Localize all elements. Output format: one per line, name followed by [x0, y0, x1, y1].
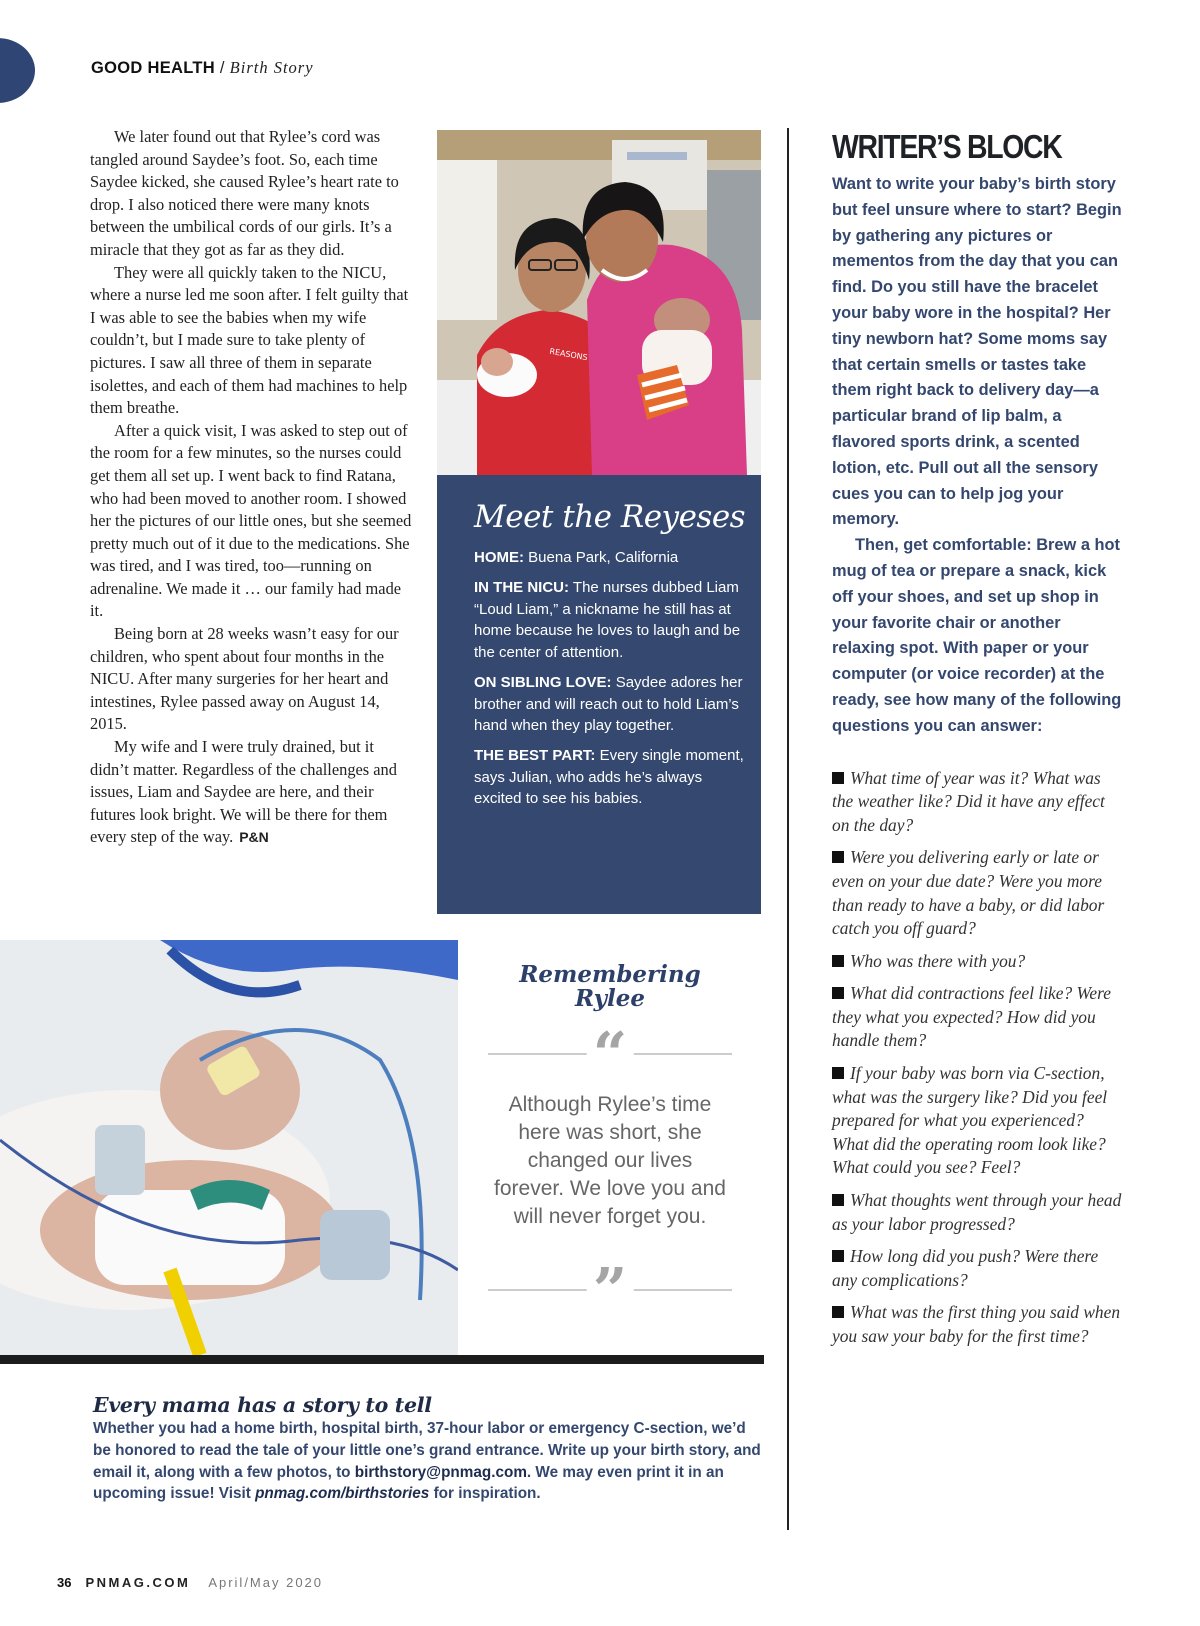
meet-the-family-box [437, 475, 761, 914]
square-bullet-icon [832, 1250, 844, 1262]
story-paragraph: They were all quickly taken to the NICU, where a nurse led me soon after. I felt guilty that I was able to see the babies when my wife couldn’t, but I made sure to take plenty of pictures. I saw all three of them in separate isolettes, and each of them had machines to help them breathe. [90, 262, 409, 418]
writers-block-title: WRITER’S BLOCK [832, 128, 1062, 165]
submit-story-callout [93, 1393, 761, 1505]
subsection-name: Birth Story [229, 58, 314, 77]
question-item: If your baby was born via C-section, what was the surgery like? Did you feel prepared for what you experienced? What did the operating room look like? What could you see? Feel? [832, 1063, 1108, 1178]
writers-block-body [832, 172, 1122, 740]
meet-entry-best-part: THE BEST PART: Every single moment, says Julian, who adds he’s always excited to see his babies. [474, 747, 744, 808]
column-divider [787, 128, 789, 1530]
question-item: Were you delivering early or late or even on your due date? Were you more than ready to have a baby, or did labor catch you off guard? [832, 847, 1105, 939]
square-bullet-icon [832, 987, 844, 999]
footer-issue: April/May 2020 [208, 1575, 324, 1590]
square-bullet-icon [832, 1067, 844, 1079]
meet-title: Meet the Reyeses [474, 499, 746, 535]
question-item: How long did you push? Were there any complications? [832, 1246, 1099, 1290]
section-name: GOOD HEALTH [91, 59, 215, 77]
open-quote-icon: “ [587, 1035, 634, 1075]
remembering-title: Remembering Rylee [519, 961, 701, 1012]
meet-entry-home: HOME: Buena Park, California [474, 549, 679, 566]
meet-entry-nicu: IN THE NICU: The nurses dubbed Liam “Loud Liam,” a nickname he still has at home because he loves to laugh and be the center of attention. [474, 579, 741, 661]
square-bullet-icon [832, 955, 844, 967]
section-header [91, 58, 314, 78]
nicu-baby-photo [0, 940, 458, 1355]
pullquote-rule-bottom [488, 1256, 732, 1326]
footer-site: PNMAG.COM [85, 1575, 191, 1590]
question-item: What thoughts went through your head as your labor progressed? [832, 1190, 1122, 1234]
page-number: 36 [57, 1575, 72, 1590]
callout-body: Whether you had a home birth, hospital birth, 37-hour labor or emergency C-section, we’d be honored to read the tale of your little one’s grand entrance. Write up your birth story, and email it, along with a few photos, to birthstory@pnmag.com. We may even print it in an upcoming issue! Visit pnmag.com/birthstories for inspiration. [93, 1420, 761, 1503]
question-item: Who was there with you? [832, 950, 1122, 974]
section-tab-dot [0, 38, 35, 103]
square-bullet-icon [832, 851, 844, 863]
close-quote-icon: ” [587, 1271, 634, 1311]
section-separator: / [215, 59, 230, 77]
story-paragraph: Being born at 28 weeks wasn’t easy for our children, who spent about four months in the NICU. After many surgeries for her heart and intestines, Rylee passed away on August 14, 2015. [90, 624, 399, 734]
question-item: What was the first thing you said when you saw your baby for the first time? [832, 1302, 1121, 1346]
square-bullet-icon [832, 772, 844, 784]
square-bullet-icon [832, 1194, 844, 1206]
pullquote-rule-top [488, 1020, 732, 1090]
birthstories-link[interactable]: pnmag.com/birthstories [255, 1485, 430, 1503]
meet-entry-sibling: ON SIBLING LOVE: Saydee adores her brother and will reach out to hold Liam’s hand when they play together. [474, 673, 743, 735]
email-link[interactable]: birthstory@pnmag.com [354, 1463, 527, 1481]
family-photo [437, 130, 761, 475]
birth-story-text [90, 126, 412, 849]
pullquote-text: Although Rylee’s time here was short, she changed our lives forever. We love you and will never forget you. [494, 1093, 726, 1228]
signoff-mark: P&N [239, 829, 269, 846]
nicu-photo-illustration [0, 940, 458, 1355]
writers-block-intro-2: Then, get comfortable: Brew a hot mug of tea or prepare a snack, kick off your shoes, and set up shop in your favorite chair or another relaxing spot. With paper or your computer (or voice recorder) at the ready, see how many of the following questions you can answer: [832, 536, 1122, 735]
square-bullet-icon [832, 1306, 844, 1318]
story-paragraph: We later found out that Rylee’s cord was tangled around Saydee’s foot. So, each time Saydee kicked, she caused Rylee’s heart rate to drop. I also noticed there were many knots between the umbilical cords of our girls. It’s a miracle that they got as far as they did. [90, 127, 399, 259]
section-bar [0, 1355, 764, 1364]
question-list [832, 767, 1122, 1349]
callout-title: Every mama has a story to tell [93, 1393, 432, 1417]
family-photo-illustration [437, 130, 761, 475]
question-item: What time of year was it? What was the weather like? Did it have any effect on the day? [832, 767, 1105, 835]
remembering-pullquote [488, 961, 732, 1326]
story-paragraph: My wife and I were truly drained, but it didn’t matter. Regardless of the challenges and issues, Liam and Saydee are here, and their futures look bright. We will be there for them every step of the way. P&N [90, 737, 397, 847]
story-paragraph: After a quick visit, I was asked to step out of the room for a few minutes, so the nurses could get them all set up. I went back to find Ratana, who had been moved to another room. I showed her the pictures of our little ones, but she seemed pretty much out of it due to the medications. She was tired, and I was tired, too—running on adrenaline. We made it … our family had made it. [90, 420, 412, 621]
shirt-text: REASONS [548, 346, 589, 363]
page-footer [57, 1575, 323, 1590]
writers-block-intro: Want to write your baby’s birth story but feel unsure where to start? Begin by gathering any pictures or mementos from the day that you can find. Do you still have the bracelet your baby wore in the hospital? Her tiny newborn hat? Some moms say that certain smells or tastes take them right back to delivery day—a particular brand of lip balm, a flavored sports drink, a scented lotion, etc. Pull out all the sensory cues you can to help jog your memory. [832, 175, 1122, 529]
writers-block-sidebar [832, 128, 1122, 1358]
question-item: What did contractions feel like? Were they what you expected? How did you handle them? [832, 983, 1111, 1051]
